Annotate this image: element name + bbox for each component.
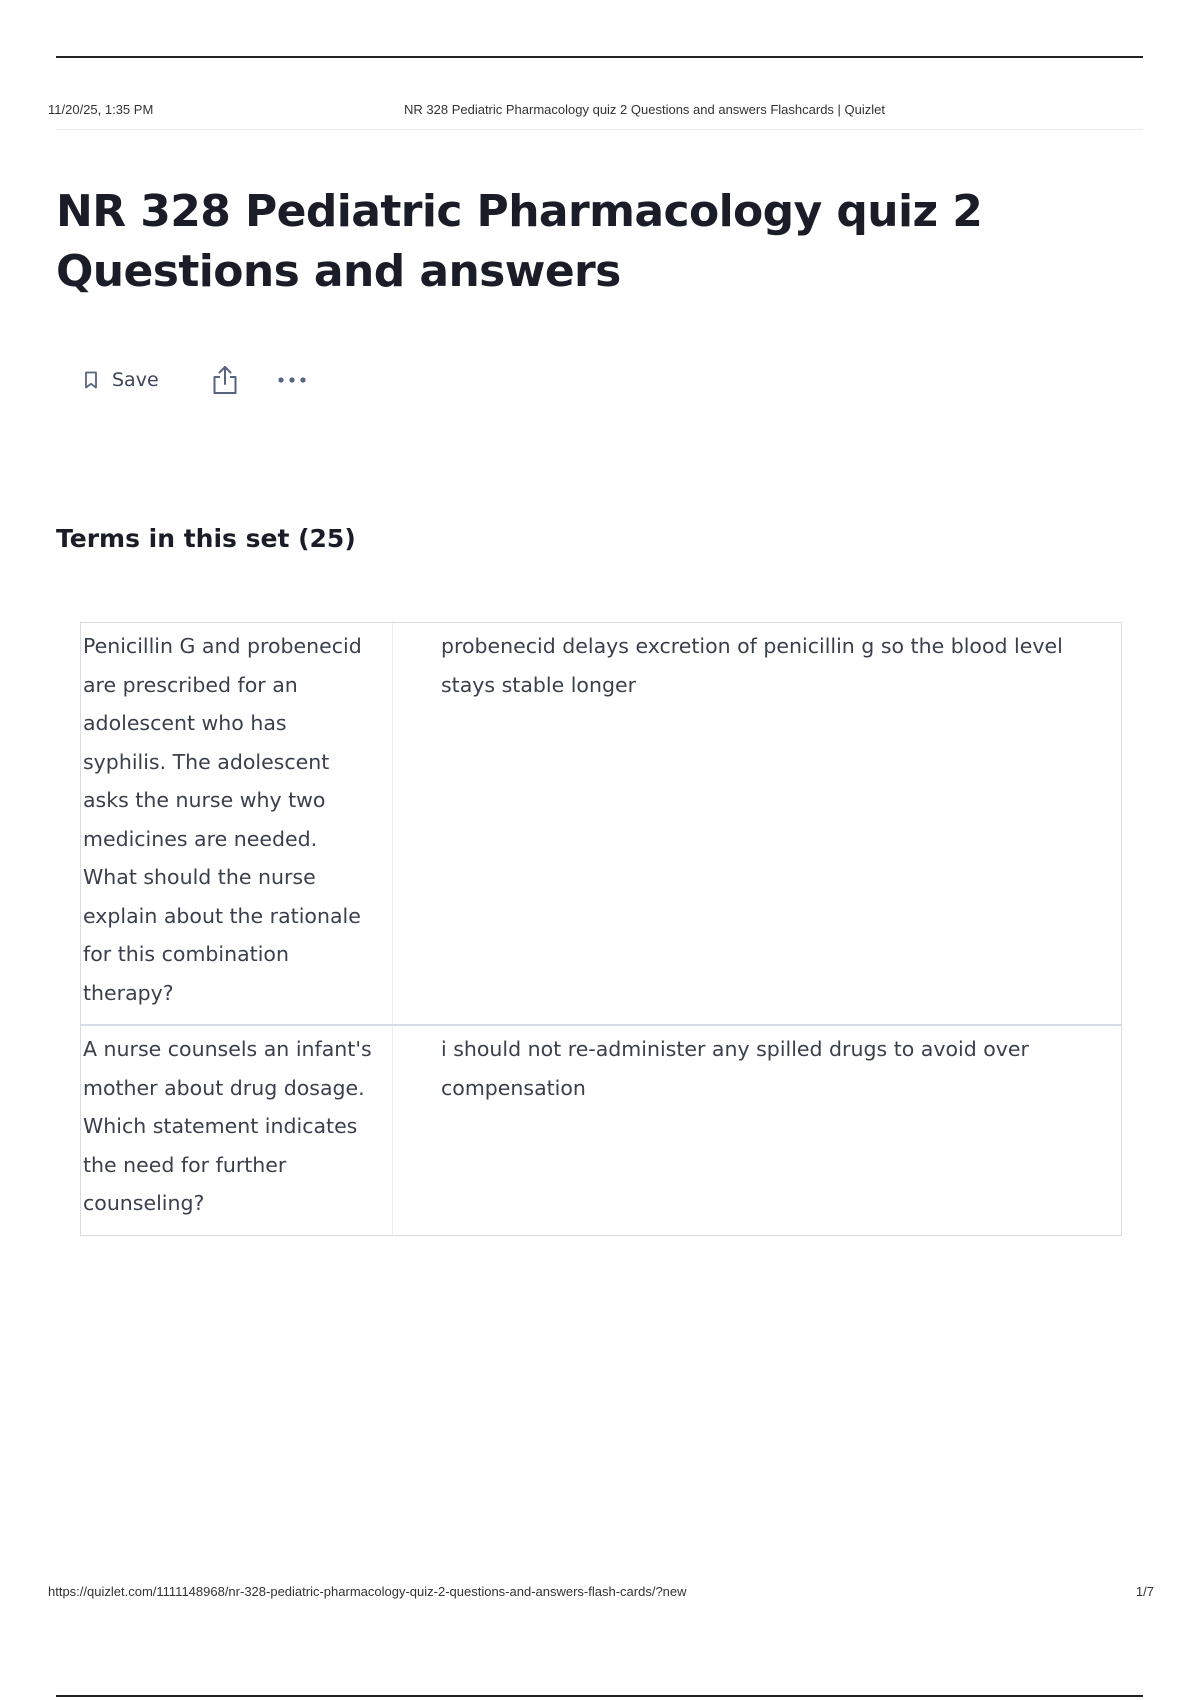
more-options-button[interactable] xyxy=(277,376,307,384)
definition-text: i should not re-administer any spilled drugs to avoid over compensation xyxy=(441,1037,1029,1100)
definition-text: probenecid delays excretion of penicillin g so the blood level stays stable longer xyxy=(441,634,1063,697)
term-text: Penicillin G and probenecid are prescribed for an adolescent who has syphilis. The adolescent asks the nurse why two medicines are needed. What should the nurse explain about the rationale for this combination therapy? xyxy=(81,623,393,1024)
header-divider xyxy=(56,129,1143,130)
terms-heading: Terms in this set (25) xyxy=(56,524,356,553)
term-row xyxy=(81,623,1121,1026)
save-label: Save xyxy=(112,369,159,391)
term-row xyxy=(81,1026,1121,1235)
print-footer xyxy=(48,1584,1154,1604)
term-text: A nurse counsels an infant's mother about drug dosage. Which statement indicates the need for further counseling? xyxy=(81,1026,393,1235)
bookmark-icon xyxy=(84,371,98,389)
more-options-icon xyxy=(277,376,307,384)
set-title: NR 328 Pediatric Pharmacology quiz 2 Questions and answers xyxy=(56,186,983,297)
print-page-title: NR 328 Pediatric Pharmacology quiz 2 Questions and answers Flashcards | Quizlet xyxy=(404,102,885,117)
set-toolbar xyxy=(84,362,307,398)
save-button[interactable] xyxy=(84,369,159,391)
terms-list xyxy=(80,622,1122,1236)
bottom-rule xyxy=(56,1695,1143,1697)
print-url: https://quizlet.com/1111148968/nr-328-pediatric-pharmacology-quiz-2-questions-and-answers-flash-cards/?new xyxy=(48,1584,687,1599)
print-header xyxy=(48,102,1144,122)
top-rule xyxy=(56,56,1143,58)
print-timestamp: 11/20/25, 1:35 PM xyxy=(48,102,154,117)
share-icon xyxy=(211,365,239,395)
share-button[interactable] xyxy=(211,365,239,395)
print-page-number: 1/7 xyxy=(1135,1584,1154,1599)
